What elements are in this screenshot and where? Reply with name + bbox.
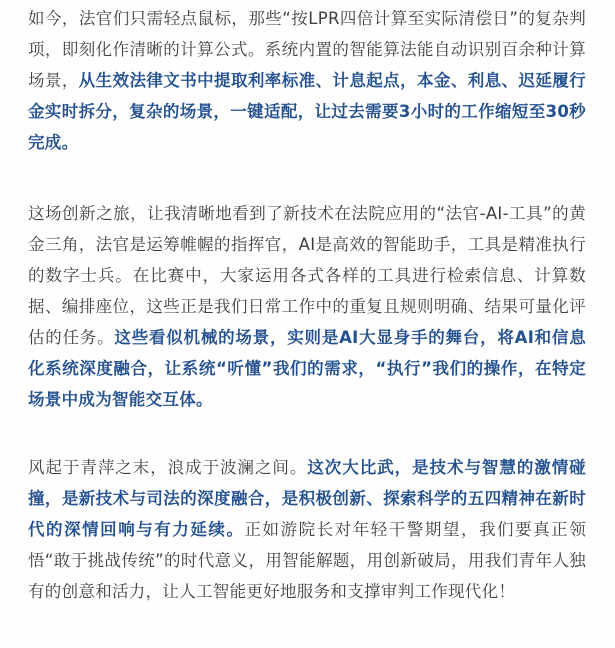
paragraph-1-text: 如今，法官们只需轻点鼠标，那些“按LPR四倍计算至实际清偿日”的复杂判项，即刻化作清晰的计算公式。系统内置的智能算法能自动识别百余种计算场景，: [28, 9, 586, 90]
paragraph-3-text-closing: 正如游院长对年轻干警期望，我们要真正领悟“敢于挑战传统”的时代意义，用智能解题，用创新破局，用我们青年人独有的创意和活力，让人工智能更好地服务和支撑审判工作现代化！: [28, 520, 586, 601]
paragraph-2-highlight: 这些看似机械的场景，实则是AI大显身手的舞台，将AI和信息化系统深度融合，让系统“听懂”我们的需求，“执行”我们的操作，在特定场景中成为智能交互体。: [28, 328, 586, 409]
paragraph-3: [28, 452, 586, 607]
paragraph-2: [28, 198, 586, 415]
paragraph-3-highlight: 这次大比武，是技术与智慧的激情碰撞，是新技术与司法的深度融合，是积极创新、探索科学的五四精神在新时代的深情回响与有力延续。: [28, 458, 586, 539]
paragraph-3-text-intro: 风起于青萍之末，浪成于波澜之间。: [28, 458, 308, 477]
paragraph-2-text: 这场创新之旅，让我清晰地看到了新技术在法院应用的“法官-AI-工具”的黄金三角，法官是运筹帷幄的指挥官，AI是高效的智能助手，工具是精准执行的数字士兵。在比赛中，大家运用各式各样的工具进行检索信息、计算数据、编排座位，这些正是我们日常工作中的重复且规则明确、结果可量化评估的任务。: [28, 204, 586, 347]
paragraph-1: [28, 3, 586, 158]
paragraph-1-highlight: 从生效法律文书中提取利率标准、计息起点，本金、利息、迟延履行金实时拆分，复杂的场景，一键适配，让过去需要3小时的工作缩短至30秒完成。: [28, 71, 587, 152]
